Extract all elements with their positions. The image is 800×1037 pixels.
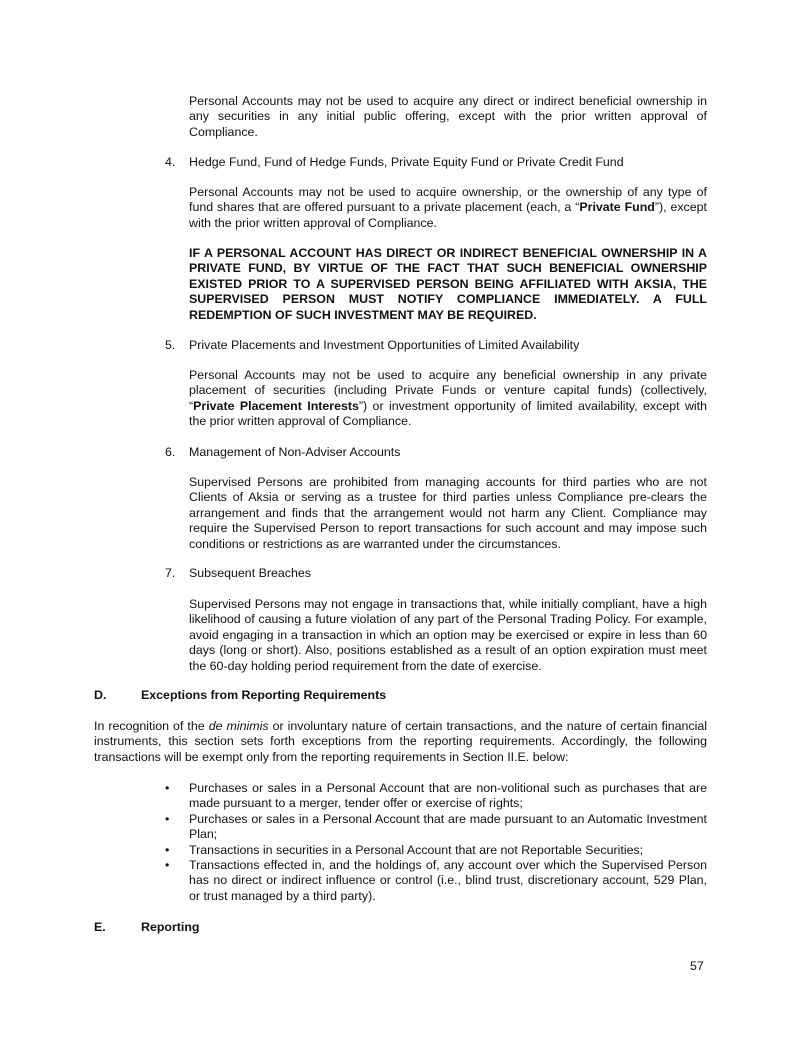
private-fund-paragraph	[189, 185, 707, 231]
non-adviser-accounts-paragraph: Supervised Persons are prohibited from managing accounts for third parties who are not Clients of Aksia or serving as a trustee for third parties unless Compliance pre-clears the arrangement and finds that the arrangement would not harm any Client. Compliance may require the Supervised Person to report transactions for such account and may impose such conditions or restrictions as are warranted under the circumstances.	[189, 475, 707, 551]
item-7-number: 7.	[165, 566, 176, 580]
bullet-icon: •	[165, 781, 170, 795]
subsequent-breaches-paragraph: Supervised Persons may not engage in transactions that, while initially compliant, have a high likelihood of causing a future violation of any part of the Personal Trading Policy. For example, avoid engaging in a transaction in which an option may be exercised or expire in less than 60 days (long or short). Also, positions established as a result of an option expiration must meet the 60-day holding period requirement from the date of exercise.	[189, 597, 707, 673]
section-d-letter: D.	[94, 688, 107, 702]
page-number: 57	[690, 959, 704, 973]
exceptions-intro-text-b: or involuntary nature of certain transactions, and the nature of certain financial instruments, this section sets forth exceptions from the reporting requirements. Accordingly, the following transactions will be exempt only from the reporting requirements in Section II.E. below:	[94, 719, 708, 764]
private-fund-text-b: ”), except with the prior written approval of Compliance.	[189, 200, 707, 230]
list-item-text: Transactions in securities in a Personal Account that are not Reportable Securities;	[189, 842, 644, 857]
private-placement-text-b: ”) or investment opportunity of limited availability, except with the prior written approval of Compliance.	[189, 398, 707, 429]
item-4-number: 4.	[165, 155, 176, 169]
exceptions-intro-text-a: In recognition of the	[94, 719, 209, 733]
section-d-heading: Exceptions from Reporting Requirements	[141, 688, 387, 702]
private-placement-text-a: Personal Accounts may not be used to acquire any beneficial ownership in any private placement of securities (including Private Funds or venture capital funds) (collectively, “	[189, 368, 707, 413]
ipo-paragraph: Personal Accounts may not be used to acquire any direct or indirect beneficial ownership in any securities in any initial public offering, except with the prior written approval of Compliance.	[189, 94, 707, 139]
item-5-heading: Private Placements and Investment Opportunities of Limited Availability	[189, 338, 580, 352]
section-e-heading: Reporting	[141, 920, 200, 934]
item-6-number: 6.	[165, 445, 176, 459]
exceptions-intro-paragraph	[94, 719, 707, 765]
exceptions-bullet-list	[165, 781, 707, 904]
item-6-heading: Management of Non-Adviser Accounts	[189, 445, 401, 459]
list-item-text: Transactions effected in, and the holdings of, any account over which the Supervised Person has no direct or indirect influence or control (i.e., blind trust, discretionary account, 529 Plan, or trust managed by a third party).	[189, 858, 707, 903]
item-4-heading: Hedge Fund, Fund of Hedge Funds, Private Equity Fund or Private Credit Fund	[189, 155, 624, 169]
private-fund-notice-paragraph: IF A PERSONAL ACCOUNT HAS DIRECT OR INDIRECT BENEFICIAL OWNERSHIP IN A PRIVATE FUND, BY VIRTUE OF THE FACT THAT SUCH BENEFICIAL OWNERSHIP EXISTED PRIOR TO A SUPERVISED PERSON BEING AFFILIATED WITH AKSIA, THE SUPERVISED PERSON MUST NOTIFY COMPLIANCE IMMEDIATELY. A FULL REDEMPTION OF SUCH INVESTMENT MAY BE REQUIRED.	[189, 246, 707, 322]
exceptions-intro-italic-term: de minimis	[208, 719, 269, 733]
item-7-heading: Subsequent Breaches	[189, 566, 311, 580]
private-fund-defined-term: Private Fund	[579, 200, 655, 215]
bullet-icon: •	[165, 842, 170, 857]
list-item-text: Purchases or sales in a Personal Account that are non-volitional such as purchases that are made pursuant to a merger, tender offer or exercise of rights;	[189, 781, 707, 811]
private-placement-paragraph	[189, 368, 707, 430]
list-item-text: Purchases or sales in a Personal Account that are made pursuant to an Automatic Investment Plan;	[189, 811, 707, 842]
list-item	[165, 781, 707, 812]
bullet-icon: •	[165, 858, 170, 873]
list-item	[165, 843, 707, 858]
section-e-letter: E.	[94, 920, 106, 934]
list-item	[165, 812, 707, 843]
bullet-icon: •	[165, 811, 170, 826]
private-placement-defined-term: Private Placement Interests	[193, 398, 359, 413]
list-item	[165, 858, 707, 904]
item-5-number: 5.	[165, 338, 176, 352]
private-fund-text-a: Personal Accounts may not be used to acquire ownership, or the ownership of any type of fund shares that are offered pursuant to a private placement (each, a “	[189, 185, 707, 215]
